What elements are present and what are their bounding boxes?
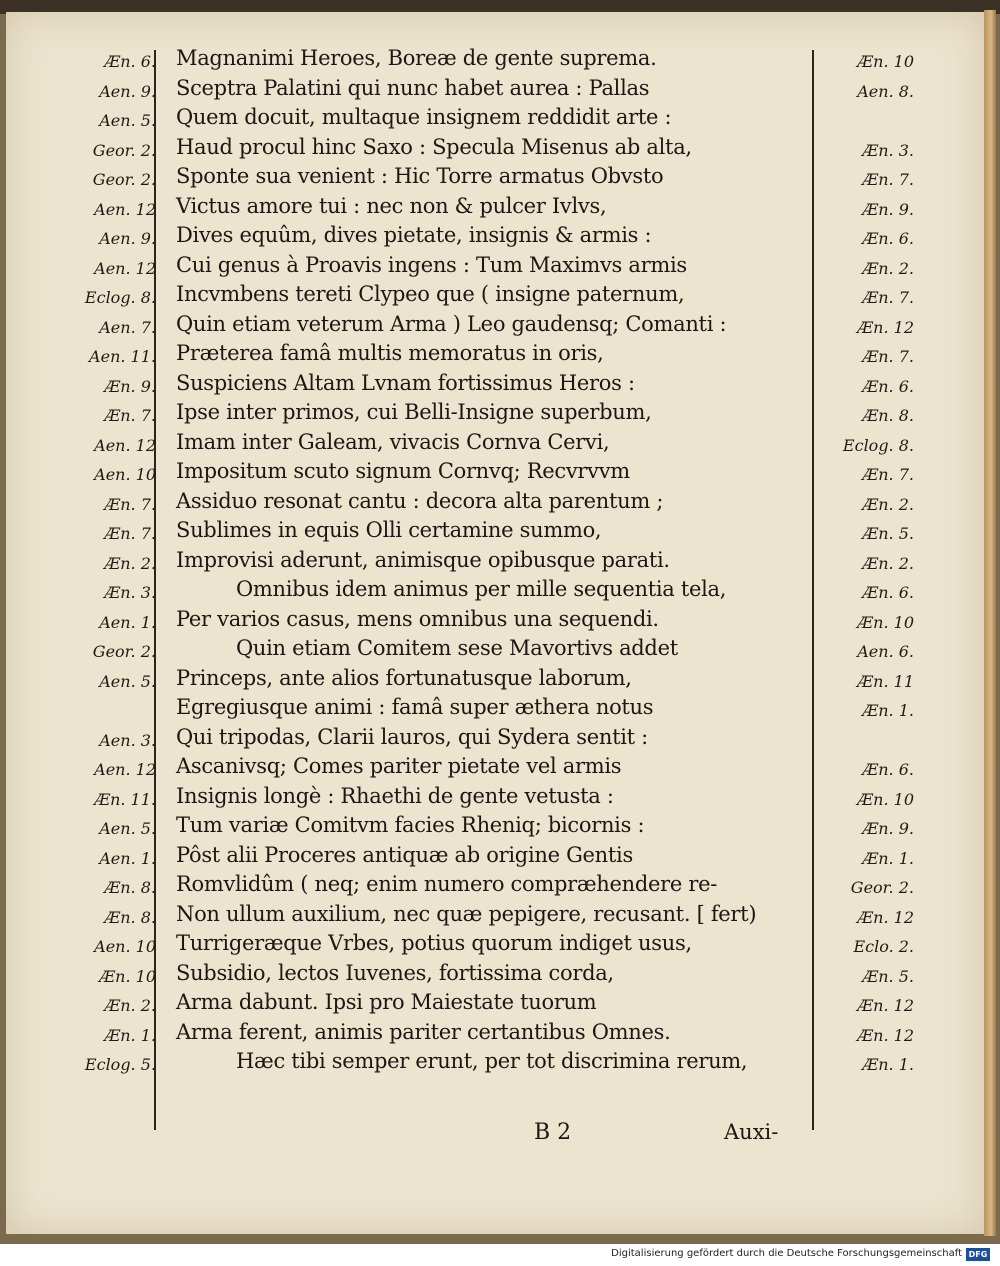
- verse-text: Arma ferent, animis pariter certantibus Omnes.: [176, 1019, 671, 1044]
- left-reference: Aen. 9.: [99, 229, 156, 248]
- verse-line: [6, 784, 984, 813]
- left-reference: Aen. 11.: [89, 347, 156, 366]
- verse-text: Romvlidûm ( neq; enim numero compræhendere re-: [176, 872, 718, 896]
- right-reference: Æn. 3.: [862, 140, 914, 160]
- right-reference: Æn. 5.: [862, 524, 914, 543]
- verse-line: [6, 577, 984, 606]
- verse-text: Non ullum auxilium, nec quæ pepigere, recusant. [ fert): [176, 901, 757, 926]
- right-reference: Æn. 9.: [862, 819, 914, 838]
- right-reference: Æn. 2.: [862, 258, 914, 278]
- left-reference: Æn. 3.: [104, 583, 156, 602]
- left-reference: Aen. 5.: [99, 671, 156, 691]
- right-reference: Æn. 7.: [862, 288, 914, 307]
- book-page: [6, 12, 984, 1234]
- verse-line: [6, 253, 984, 282]
- verse-line: [6, 1049, 984, 1078]
- verse-line: [6, 371, 984, 400]
- verse-text: Princeps, ante alios fortunatusque laborum,: [176, 665, 632, 690]
- right-reference: Æn. 10: [857, 612, 914, 632]
- verse-text: Tum variæ Comitvm facies Rheniq; bicornis :: [176, 813, 645, 837]
- left-reference: Æn. 11.: [94, 789, 156, 809]
- verse-text: Suspiciens Altam Lvnam fortissimus Heros :: [176, 370, 635, 395]
- right-reference: Aen. 8.: [857, 81, 914, 101]
- verse-text: Arma dabunt. Ipsi pro Maiestate tuorum: [176, 990, 597, 1014]
- left-reference: Eclog. 8.: [84, 288, 156, 307]
- page-bottom: [6, 1120, 984, 1150]
- verse-text: Incvmbens tereti Clypeo que ( insigne paternum,: [176, 282, 685, 306]
- right-reference: Æn. 6.: [862, 376, 914, 396]
- right-reference: Aen. 6.: [857, 642, 914, 661]
- dfg-logo-icon: DFG: [966, 1248, 990, 1261]
- verse-line: [6, 282, 984, 311]
- verse-line: [6, 135, 984, 164]
- left-reference: Æn. 2.: [104, 996, 156, 1015]
- left-reference: Aen. 3.: [99, 730, 156, 750]
- left-reference: Aen. 7.: [99, 317, 156, 337]
- verse-line: [6, 105, 984, 134]
- verse-line: [6, 164, 984, 193]
- left-reference: Æn. 2.: [104, 553, 156, 573]
- right-reference: Æn. 1.: [862, 701, 914, 720]
- verse-line: [6, 990, 984, 1019]
- left-reference: Aen. 9.: [99, 81, 156, 101]
- left-reference: Æn. 1.: [104, 1025, 156, 1045]
- right-reference: Æn. 5.: [862, 966, 914, 986]
- right-reference: Eclog. 8.: [842, 435, 914, 455]
- right-reference: Æn. 6.: [862, 583, 914, 602]
- left-reference: Æn. 9.: [104, 376, 156, 396]
- verse-text: Dives equûm, dives pietate, insignis & armis :: [176, 223, 652, 247]
- left-reference: Aen. 12: [94, 199, 156, 219]
- left-reference: Aen. 12: [94, 258, 156, 278]
- verse-line: [6, 813, 984, 842]
- left-reference: Geor. 2.: [92, 140, 156, 160]
- left-reference: Æn. 7.: [104, 524, 156, 543]
- verse-line: [6, 636, 984, 665]
- digitization-footer: [0, 1244, 1000, 1266]
- verse-text: Per varios casus, mens omnibus una sequendi.: [176, 606, 659, 631]
- verse-text: Egregiusque animi : famâ super æthera notus: [176, 695, 654, 719]
- verse-text: Imam inter Galeam, vivacis Cornva Cervi,: [176, 429, 610, 454]
- verse-line: [6, 194, 984, 223]
- verse-line: [6, 754, 984, 783]
- left-reference: Aen. 5.: [99, 819, 156, 838]
- verse-line: [6, 725, 984, 754]
- right-reference: Æn. 10: [857, 52, 914, 71]
- catchword: Auxi-: [724, 1120, 779, 1144]
- left-reference: Aen. 10: [94, 937, 156, 956]
- verse-text: Turrigeræque Vrbes, potius quorum indiget usus,: [176, 931, 692, 955]
- right-reference: Æn. 2.: [862, 494, 914, 514]
- left-reference: Æn. 10: [99, 966, 156, 986]
- verse-text: Sublimes in equis Olli certamine summo,: [176, 518, 602, 542]
- right-reference: Æn. 8.: [862, 406, 914, 425]
- right-reference: Æn. 12: [857, 907, 914, 927]
- left-reference: Æn. 7.: [104, 494, 156, 514]
- verse-line: [6, 961, 984, 990]
- verse-text: Sceptra Palatini qui nunc habet aurea : Pallas: [176, 75, 650, 100]
- right-reference: Æn. 6.: [862, 229, 914, 248]
- left-reference: Eclog. 5.: [84, 1055, 156, 1074]
- left-reference: Geor. 2.: [92, 642, 156, 661]
- verse-line: [6, 843, 984, 872]
- verse-line: [6, 400, 984, 429]
- verse-text: Ipse inter primos, cui Belli-Insigne superbum,: [176, 400, 652, 424]
- verse-text: Cui genus à Proavis ingens : Tum Maximvs armis: [176, 252, 687, 277]
- verse-line: [6, 872, 984, 901]
- verse-text: Assiduo resonat cantu : decora alta parentum ;: [176, 488, 664, 513]
- right-reference: Æn. 12: [857, 1025, 914, 1045]
- verse-text: Quin etiam Comitem sese Mavortivs addet: [236, 636, 678, 660]
- verse-text: Subsidio, lectos Iuvenes, fortissima corda,: [176, 960, 614, 985]
- left-reference: Aen. 1.: [99, 848, 156, 868]
- verse-text: Magnanimi Heroes, Boreæ de gente suprema.: [176, 46, 657, 70]
- right-reference: Æn. 12: [857, 317, 914, 337]
- page-edge: [984, 10, 996, 1236]
- right-reference: Æn. 1.: [862, 848, 914, 868]
- verse-text: Ascanivsq; Comes pariter pietate vel armis: [176, 754, 622, 778]
- left-reference: Æn. 8.: [104, 907, 156, 927]
- right-reference: Geor. 2.: [850, 878, 914, 897]
- signature-mark: B 2: [534, 1120, 572, 1145]
- left-reference: Æn. 7.: [104, 406, 156, 425]
- right-reference: Æn. 12: [857, 996, 914, 1015]
- verse-text: Insignis longè : Rhaethi de gente vetusta :: [176, 783, 614, 808]
- verse-line: [6, 607, 984, 636]
- verse-text: Quem docuit, multaque insignem reddidit arte :: [176, 105, 672, 129]
- left-reference: Aen. 10: [94, 465, 156, 484]
- right-reference: Æn. 6.: [862, 760, 914, 779]
- left-reference: Aen. 12: [94, 435, 156, 455]
- verse-text: Hæc tibi semper erunt, per tot discrimina rerum,: [236, 1049, 748, 1073]
- footer-credit: Digitalisierung gefördert durch die Deutsche Forschungsgemeinschaft: [611, 1248, 962, 1259]
- right-reference: Æn. 7.: [862, 465, 914, 484]
- left-reference: Geor. 2.: [92, 170, 156, 189]
- verse-line: [6, 76, 984, 105]
- verse-text: Præterea famâ multis memoratus in oris,: [176, 341, 604, 365]
- verse-text: Pôst alii Proceres antiquæ ab origine Gentis: [176, 842, 633, 867]
- verse-line: [6, 518, 984, 547]
- verse-text: Quin etiam veterum Arma ) Leo gaudensq; Comanti :: [176, 311, 727, 336]
- right-reference: Æn. 7.: [862, 347, 914, 366]
- verse-line: [6, 312, 984, 341]
- left-reference: Æn. 6.: [104, 52, 156, 71]
- right-reference: Æn. 9.: [862, 199, 914, 219]
- left-reference: Æn. 8.: [104, 878, 156, 897]
- right-reference: Æn. 10: [857, 789, 914, 809]
- left-reference: Aen. 12: [94, 760, 156, 779]
- verse-line: [6, 902, 984, 931]
- right-reference: Æn. 11: [857, 671, 914, 691]
- verse-line: [6, 931, 984, 960]
- left-reference: Aen. 1.: [99, 612, 156, 632]
- verse-text: Qui tripodas, Clarii lauros, qui Sydera sentit :: [176, 724, 648, 749]
- verse-text: Sponte sua venient : Hic Torre armatus Obvsto: [176, 164, 664, 188]
- verse-line: [6, 430, 984, 459]
- right-reference: Eclo. 2.: [853, 937, 914, 956]
- verse-line: [6, 695, 984, 724]
- verse-line: [6, 459, 984, 488]
- verse-line: [6, 46, 984, 75]
- verse-line: [6, 341, 984, 370]
- verse-line: [6, 548, 984, 577]
- verse-line: [6, 666, 984, 695]
- verse-line: [6, 223, 984, 252]
- verse-text: Victus amore tui : nec non & pulcer Ivlvs,: [176, 193, 607, 218]
- right-reference: Æn. 2.: [862, 553, 914, 573]
- right-reference: Æn. 1.: [862, 1055, 914, 1074]
- verse-text: Haud procul hinc Saxo : Specula Misenus ab alta,: [176, 134, 692, 159]
- verse-text: Impositum scuto signum Cornvq; Recvrvvm: [176, 459, 630, 483]
- left-reference: Aen. 5.: [99, 111, 156, 130]
- verse-text: Improvisi aderunt, animisque opibusque parati.: [176, 547, 670, 572]
- verse-line: [6, 1020, 984, 1049]
- verse-line: [6, 489, 984, 518]
- verse-text: Omnibus idem animus per mille sequentia tela,: [236, 577, 727, 601]
- right-reference: Æn. 7.: [862, 170, 914, 189]
